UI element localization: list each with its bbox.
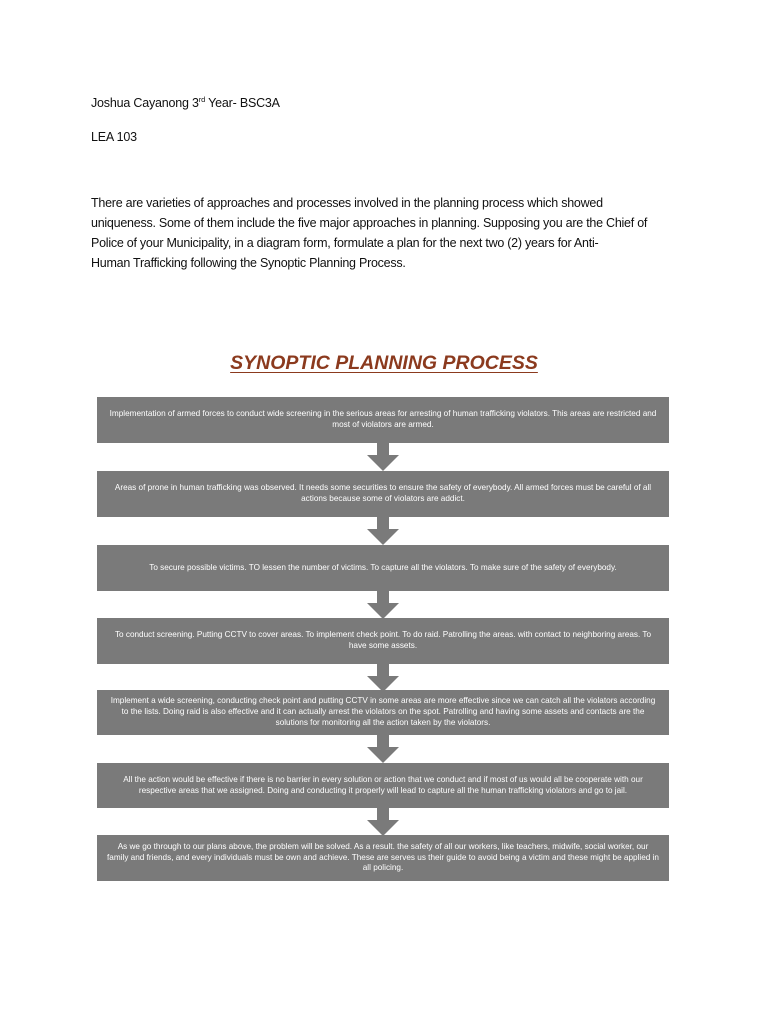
arrow-down-icon	[367, 517, 399, 545]
process-step-text: To conduct screening. Putting CCTV to cover areas. To implement check point. To do raid. Patrolling the areas. with contact to neighboring areas. To have some assets.	[114, 630, 652, 650]
student-name: Joshua Cayanong 3	[91, 96, 199, 110]
arrow-down-icon	[367, 443, 399, 471]
process-step-text: All the action would be effective if there is no barrier in every solution or action that we conduct and if most of us would all be cooperate with our respective areas that we assigned. Doing and conducting it properly will lead to capture all the human trafficking violators and go to jail.	[123, 774, 643, 795]
arrow-down-icon	[367, 808, 399, 836]
prompt-line: There are varieties of approaches and processes involved in the planning process which showed	[91, 196, 603, 210]
assignment-prompt	[91, 193, 691, 273]
ordinal-suffix: rd	[198, 95, 206, 104]
student-name-line	[91, 95, 280, 110]
arrow-down-icon	[367, 735, 399, 763]
arrow-down-icon	[367, 664, 399, 692]
process-step	[97, 545, 669, 591]
process-step	[97, 471, 669, 517]
process-step	[97, 835, 669, 881]
process-step	[97, 690, 669, 735]
process-step	[97, 397, 669, 443]
process-step	[97, 763, 669, 808]
process-step-text: Implementation of armed forces to conduct wide screening in the serious areas for arresting of human trafficking violators. This areas are restricted and most of violators are armed.	[109, 409, 657, 429]
arrow-down-icon	[367, 591, 399, 619]
year-course: Year- BSC3A	[205, 96, 280, 110]
process-step-text: Implement a wide screening, conducting check point and putting CCTV in some areas are more effective since we can catch all the violators according to the lists. Doing raid is also effective and it can actually arrest the violators on the spot. Patrolling and having some assets and contacts are the solutions for monitoring all the action taken by the violators.	[110, 696, 656, 727]
process-step-text: Areas of prone in human trafficking was observed. It needs some securities to ensure the safety of everybody. All armed forces must be careful of all actions because some of violators are addict.	[114, 483, 652, 503]
process-step	[97, 618, 669, 664]
process-step-text: As we go through to our plans above, the problem will be solved. As a result. the safety of all our workers, like teachers, midwife, social worker, our family and friends, and every individuals must be own and achieve. These are serves us their guide to avoid being a victim and these might be applied in all policing.	[107, 841, 659, 873]
process-step-text: To secure possible victims. TO lessen the number of victims. To capture all the violators. To make sure of the safety of everybody.	[149, 562, 617, 572]
prompt-line: Human Trafficking following the Synoptic Planning Process.	[91, 256, 406, 270]
diagram-title: SYNOPTIC PLANNING PROCESS	[230, 352, 538, 374]
prompt-line: uniqueness. Some of them include the five major approaches in planning. Supposing you are the Chief of	[91, 216, 648, 230]
course-code: LEA 103	[91, 130, 137, 144]
prompt-line: Police of your Municipality, in a diagram form, formulate a plan for the next two (2) years for Anti-	[91, 236, 599, 250]
